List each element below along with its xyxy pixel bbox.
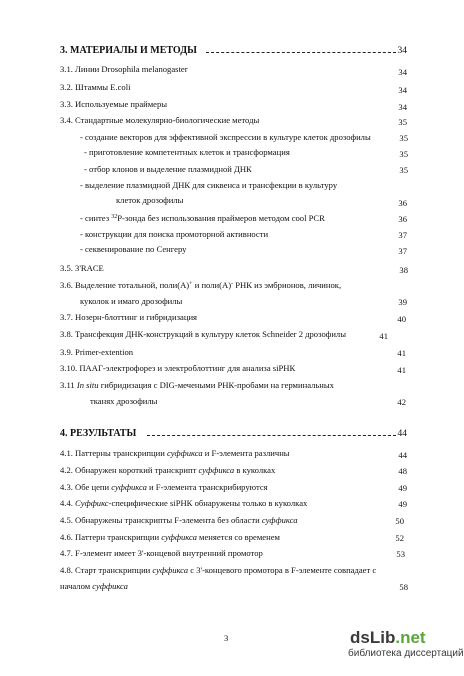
toc-italic: суффикса [261, 515, 298, 525]
section-4-page: 44 [397, 429, 407, 439]
toc-page: 53 [396, 549, 405, 559]
leader-dashes [206, 52, 396, 53]
toc-text: и F-элемента транскрибируются [146, 482, 268, 492]
toc-page: 35 [399, 133, 408, 143]
toc-text: 4.2. Обнаружен короткий транскрипт [60, 465, 199, 475]
toc-page: 48 [398, 466, 407, 476]
toc-text: 3.11 [60, 380, 77, 390]
toc-italic: суффикса [198, 465, 235, 475]
toc-text: 4.3. Обе цепи [60, 482, 112, 492]
toc-page: 41 [379, 331, 388, 341]
toc-page: 34 [398, 85, 407, 95]
toc-text: - синтез [80, 213, 112, 223]
toc-item-3-5: 3.5. 3'RACE [60, 263, 104, 273]
toc-text: и F-элемента различны [202, 448, 290, 458]
toc-item-3-8: 3.8. Трансфекция ДНК-конструкций в культуру клеток Schneider 2 дрозофилы [60, 329, 346, 339]
dslib-watermark [348, 628, 464, 668]
toc-text: с 3'-концевого промотора в F-элементе совпадает с [188, 565, 377, 575]
toc-item-cont: куколок и имаго дрозофилы [80, 296, 183, 306]
toc-item-3-4: 3.4. Стандартные молекулярно-биологические методы [60, 115, 260, 125]
toc-item-3-10: 3.10. ПААГ-электрофорез и электроблоттинг для анализа siРНК [60, 363, 296, 373]
toc-page: 36 [398, 198, 407, 208]
toc-text: началом [60, 581, 93, 591]
toc-item-3-9: 3.9. Primer-extention [60, 347, 134, 357]
toc-item-4-2 [60, 466, 275, 475]
toc-page: 42 [397, 397, 406, 407]
toc-item-3-11 [60, 381, 334, 390]
toc-subitem: - секвенирование по Сенгеру [80, 244, 187, 254]
toc-page: 36 [398, 214, 407, 224]
toc-item-4-8 [60, 566, 376, 575]
toc-text: 4.6. Паттерн транскрипции [60, 532, 162, 542]
toc-page: 34 [398, 67, 407, 77]
toc-page: 49 [398, 483, 407, 493]
toc-text: 4.4. [60, 498, 76, 508]
toc-page: 58 [399, 582, 408, 592]
toc-item-cont: тканях дрозофилы [90, 396, 158, 406]
toc-italic: суффикса [166, 448, 203, 458]
toc-item-cont [60, 582, 128, 591]
toc-page: 41 [397, 348, 406, 358]
toc-text: 4.5. Обнаружены транскрипты F-элемента без области [60, 515, 262, 525]
watermark-logo [350, 628, 426, 648]
watermark-logo-b: .net [395, 628, 426, 647]
toc-italic: Суффикс [75, 498, 109, 508]
toc-page: 35 [399, 165, 408, 175]
superscript: - [231, 281, 234, 287]
leader-dashes [147, 435, 396, 436]
toc-text: и поли(А) [192, 280, 232, 290]
toc-text: в куколках [234, 465, 276, 475]
watermark-logo-a: dsLib [350, 628, 396, 647]
section-3-title: 3. МАТЕРИАЛЫ И МЕТОДЫ [60, 45, 197, 56]
toc-subitem: - создание векторов для эффективной экспрессии в культуре клеток дрозофилы [80, 132, 371, 142]
toc-page: 41 [397, 365, 406, 375]
toc-text: РНК из эмбрионов, личинок, [233, 280, 342, 290]
section-3-page: 34 [397, 46, 407, 56]
toc-item-4-7: 4.7. F-элемент имеет 3'-концевой внутренний промотор [60, 548, 263, 558]
toc-page: 52 [395, 533, 404, 543]
toc-item-4-4 [60, 499, 307, 508]
toc-subitem: - отбор клонов и выделение плазмидной ДНК [84, 164, 252, 174]
toc-item-3-2: 3.2. Штаммы E.coli [60, 82, 131, 92]
toc-page: 44 [398, 450, 407, 460]
superscript: 32 [111, 214, 118, 220]
toc-subitem: - приготовление компетентных клеток и трансформация [84, 147, 290, 157]
superscript: + [189, 281, 193, 287]
toc-item-3-7: 3.7. Нозерн-блоттинг и гибридизация [60, 312, 197, 322]
toc-page: 39 [398, 297, 407, 307]
toc-text: меняется со временем [196, 532, 280, 542]
toc-text: 4.1. Паттерны транскрипции [60, 448, 167, 458]
toc-item-4-3 [60, 483, 268, 492]
toc-italic: In situ [76, 380, 99, 390]
toc-item-3-1: 3.1. Линии Drosophila melanogaster [60, 64, 188, 74]
page-number: 3 [224, 633, 229, 643]
toc-page: 37 [398, 230, 407, 240]
toc-text: 3.6. Выделение тотальной, поли(А) [60, 280, 190, 290]
toc-subitem: - выделение плазмидной ДНК для сиквенса и трансфекции в культуру [80, 180, 338, 190]
toc-subitem [80, 214, 325, 223]
toc-item-3-6 [60, 281, 341, 290]
toc-italic: суффикса [161, 532, 197, 542]
toc-page: 49 [398, 499, 407, 509]
section-4-title: 4. РЕЗУЛЬТАТЫ [60, 428, 137, 439]
toc-italic: суффикса [152, 565, 189, 575]
toc-item-4-6 [60, 533, 280, 542]
toc-subitem: - конструкции для поиска промоторной активности [80, 229, 269, 239]
watermark-subtitle: библиотека диссертаций [348, 648, 464, 659]
toc-subitem-cont: клеток дрозофилы [116, 195, 184, 205]
toc-page: 38 [399, 265, 408, 275]
toc-text: -специфические siРНК обнаружены только в куколках [108, 498, 308, 508]
toc-italic: суффикса [92, 581, 128, 591]
toc-item-3-3: 3.3. Используемые праймеры [60, 99, 168, 109]
toc-page: 40 [397, 314, 406, 324]
toc-item-4-1 [60, 449, 290, 458]
toc-page: 35 [399, 149, 408, 159]
toc-page: 50 [395, 516, 404, 526]
toc-page: 34 [398, 102, 407, 112]
toc-text: 4.8. Старт транскрипции [60, 565, 153, 575]
toc-page: 35 [398, 117, 407, 127]
toc-item-4-5 [60, 516, 298, 525]
toc-text: гибридизация с DIG-мечеными РНК-пробами на герминальных [98, 380, 334, 390]
toc-italic: суффикса [111, 482, 147, 492]
toc-text: P-зонда без использования праймеров методом cool PCR [117, 213, 325, 223]
toc-page: 37 [398, 246, 407, 256]
